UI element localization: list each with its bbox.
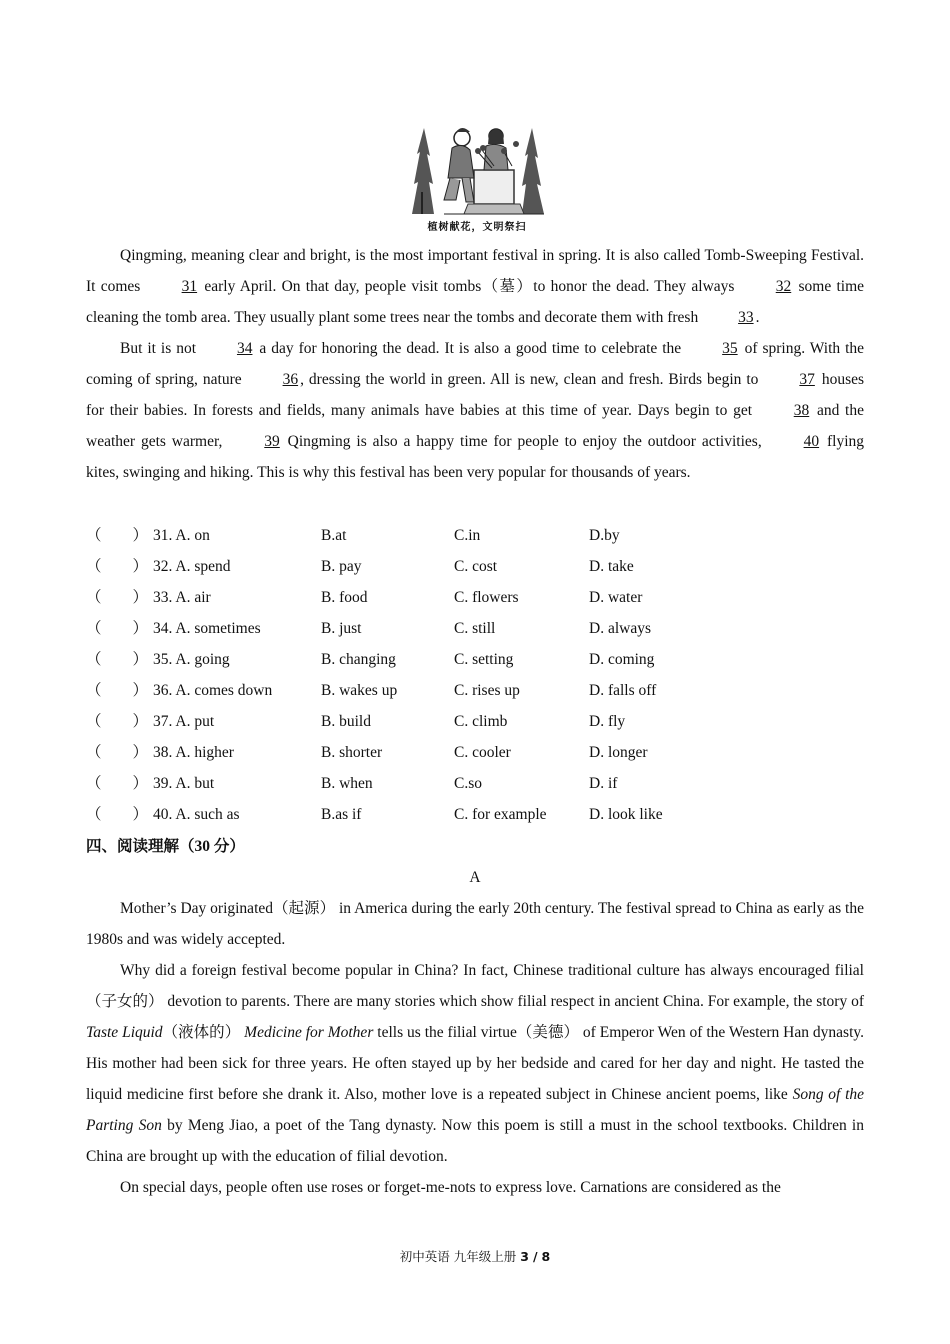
option-row: （ ） 33. A. air B. food C. flowers D. water bbox=[86, 582, 864, 613]
people-planting-trees-image bbox=[404, 122, 550, 218]
tomb-sweeping-illustration bbox=[404, 122, 550, 234]
answer-paren[interactable]: （ ） bbox=[86, 527, 149, 544]
answer-paren[interactable]: （ ） bbox=[86, 651, 149, 668]
reading-paragraph-2: Why did a foreign festival become popular in China? In fact, Chinese traditional culture has always encouraged filial（子女的） devotion to parents. There are many stories which show filial respect in ancient China. For example, the story of Taste Liquid（液体的） Medicine for Mother tells us the filial virtue（美德） of Emperor Wen of the Western Han dynasty. His mother had been sick for three years. He often stayed up by her bedside and cared for her day and night. He tasted the liquid medicine first before she drank it. Also, mother love is a repeated subject in Chinese ancient poems, like Song of the Parting Son by Meng Jiao, a poet of the Tang dynasty. Now this poem is still a must in the school textbooks. Children in China are brought up with the education of filial devotion. bbox=[86, 962, 865, 1165]
option-row: （ ） 39. A. but B. when C.so D. if bbox=[86, 768, 864, 799]
option-row: （ ） 36. A. comes down B. wakes up C. rises up D. falls off bbox=[86, 675, 864, 706]
blank-39: 39 bbox=[264, 433, 280, 450]
book-title: Medicine for Mother bbox=[244, 1024, 374, 1041]
blank-35: 35 bbox=[722, 340, 738, 357]
blank-34: 34 bbox=[236, 340, 253, 357]
blank-40: 40 bbox=[803, 433, 820, 450]
option-row: （ ） 31. A. on B.at C.in D.by bbox=[86, 520, 864, 551]
option-row: （ ） 40. A. such as B.as if C. for example D. look like bbox=[86, 799, 864, 830]
blank-32: 32 bbox=[775, 278, 792, 295]
options-list bbox=[86, 520, 864, 830]
answer-paren[interactable]: （ ） bbox=[86, 682, 149, 699]
cloze-paragraph-2: But it is not 34 a day for honoring the dead. It is also a good time to celebrate the 35 of spring. With the coming of spring, nature 36 , dressing the world in green. All is new, clean and fresh. Birds begin to 37 houses for their babies. In forests and fields, many animals have babies at this time of year. Days begin to get 38 and the weather gets warmer, 39 Qingming is also a happy time for people to enjoy the outdoor activities, 40 flying kites, swinging and hiking. This is why this festival has been very popular for thousands of years. bbox=[86, 333, 864, 488]
answer-paren[interactable]: （ ） bbox=[86, 744, 149, 761]
blank-37: 37 bbox=[799, 371, 815, 388]
page-number: 3 bbox=[520, 1249, 529, 1264]
answer-paren[interactable]: （ ） bbox=[86, 620, 149, 637]
option-row: （ ） 34. A. sometimes B. just C. still D. always bbox=[86, 613, 864, 644]
image-caption: 植树献花，文明祭扫 bbox=[427, 222, 527, 233]
page-footer bbox=[0, 1247, 950, 1265]
option-row: （ ） 35. A. going B. changing C. setting D. coming bbox=[86, 644, 864, 675]
answer-paren[interactable]: （ ） bbox=[86, 713, 149, 730]
page-separator: / bbox=[532, 1249, 538, 1264]
section-heading: 四、阅读理解（30 分） bbox=[86, 838, 245, 855]
blank-31: 31 bbox=[181, 278, 198, 295]
book-title: Taste Liquid bbox=[86, 1024, 163, 1041]
option-row: （ ） 32. A. spend B. pay C. cost D. take bbox=[86, 551, 864, 582]
option-row: （ ） 38. A. higher B. shorter C. cooler D. longer bbox=[86, 737, 864, 768]
cloze-paragraph-1: Qingming, meaning clear and bright, is the most important festival in spring. It is also called Tomb-Sweeping Festival. It comes 31 early April. On that day, people visit tombs（墓）to honor the dead. They always 32 some time cleaning the tomb area. They usually plant some trees near the tombs and decorate them with fresh 33 . bbox=[86, 240, 864, 333]
reading-paragraph-3: On special days, people often use roses or forget-me-nots to express love. Carnations are considered as the bbox=[120, 1179, 781, 1196]
passage-label: A bbox=[469, 869, 481, 886]
answer-paren[interactable]: （ ） bbox=[86, 775, 149, 792]
option-row: （ ） 37. A. put B. build C. climb D. fly bbox=[86, 706, 864, 737]
answer-paren[interactable]: （ ） bbox=[86, 806, 149, 823]
reading-paragraph-1: Mother’s Day originated（起源） in America during the early 20th century. The festival spread to China as early as the 1980s and was widely accepted. bbox=[86, 900, 864, 948]
blank-33: 33 bbox=[738, 309, 754, 326]
poem-title: Song of the Parting Son bbox=[86, 1086, 865, 1134]
answer-paren[interactable]: （ ） bbox=[86, 589, 149, 606]
reading-passage-a bbox=[86, 893, 864, 1203]
cloze-passage bbox=[86, 240, 864, 488]
answer-paren[interactable]: （ ） bbox=[86, 558, 149, 575]
blank-38: 38 bbox=[793, 402, 810, 419]
page-total: 8 bbox=[541, 1249, 551, 1264]
footer-label: 初中英语 九年级上册 bbox=[399, 1249, 517, 1264]
blank-36: 36 bbox=[282, 371, 299, 388]
